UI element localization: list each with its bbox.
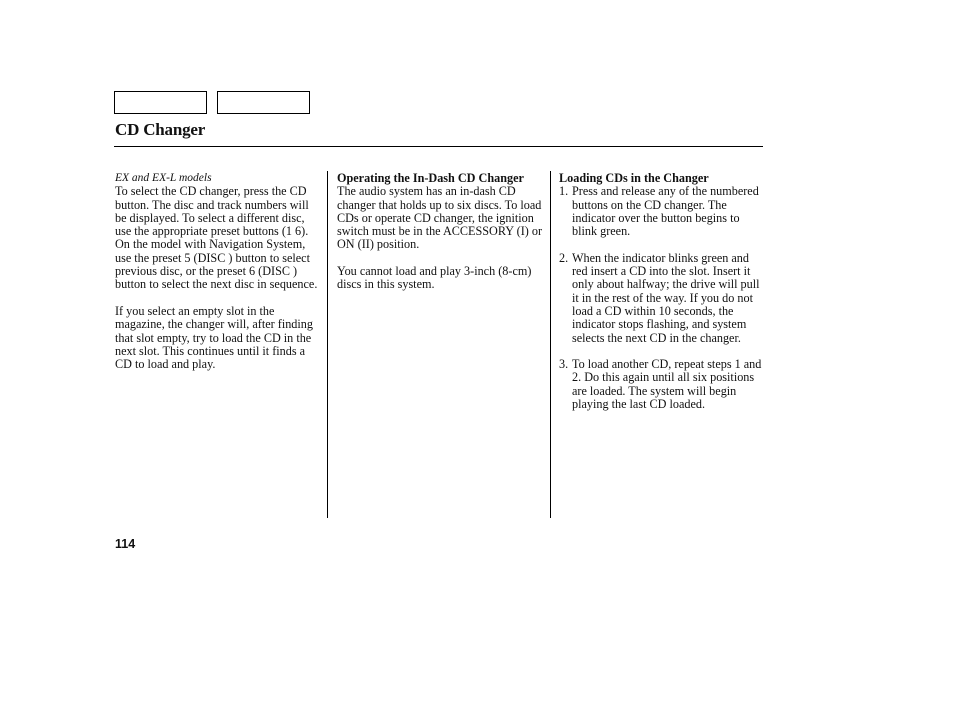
paragraph-audio-system: The audio system has an in-dash CD changer that holds up to six discs. To load CDs or operate CD changer, the ignition switch must be in the ACCESSORY (I) or ON (II) position. xyxy=(337,184,543,252)
section-heading-loading: Loading CDs in the Changer xyxy=(559,171,709,185)
paragraph-empty-slot: If you select an empty slot in the magazine, the changer will, after finding that slot empty, try to load the CD in the next slot. This continues until it finds a CD to load and play. xyxy=(115,303,313,372)
column-changer-selection xyxy=(115,172,320,371)
step-text: To load another CD, repeat steps 1 and 2. Do this again until all six positions are loaded. The system will begin playing the last CD loaded. xyxy=(572,357,762,412)
step-3 xyxy=(559,358,765,411)
title-rule xyxy=(114,146,763,147)
page-number: 114 xyxy=(115,537,136,551)
column-divider-left xyxy=(327,171,328,518)
page-title: CD Changer xyxy=(115,120,206,139)
step-number: 3. xyxy=(559,357,569,372)
paragraph-select-changer: To select the CD changer, press the CD button. The disc and track numbers will be displayed. To select a different disc, use the appropriate preset buttons (1 6). On the model with Navigation System, use the preset 5 (DISC ) button to select previous disc, or the preset 6 (DISC ) button to select the next disc in sequence. xyxy=(115,184,318,292)
step-number: 2. xyxy=(559,250,569,265)
nav-tab-box-right[interactable] xyxy=(217,91,310,114)
step-2 xyxy=(559,252,765,345)
section-heading-operating: Operating the In-Dash CD Changer xyxy=(337,171,524,185)
step-text: Press and release any of the numbered buttons on the CD changer. The indicator over the button begins to blink green. xyxy=(572,184,759,239)
column-operating xyxy=(337,172,543,292)
model-note: EX and EX-L models xyxy=(115,172,212,184)
step-text: When the indicator blinks green and red insert a CD into the slot. Insert it only about halfway; the drive will pull it in the rest of the way. If you do not load a CD within 10 seconds, the indicator stops flashing, and system selects the next CD in the changer. xyxy=(572,250,760,345)
column-divider-right xyxy=(550,171,551,518)
step-number: 1. xyxy=(559,184,569,199)
column-loading xyxy=(559,172,765,411)
step-1 xyxy=(559,185,765,238)
nav-tab-box-left[interactable] xyxy=(114,91,207,114)
paragraph-disc-size: You cannot load and play 3-inch (8-cm) discs in this system. xyxy=(337,264,532,292)
